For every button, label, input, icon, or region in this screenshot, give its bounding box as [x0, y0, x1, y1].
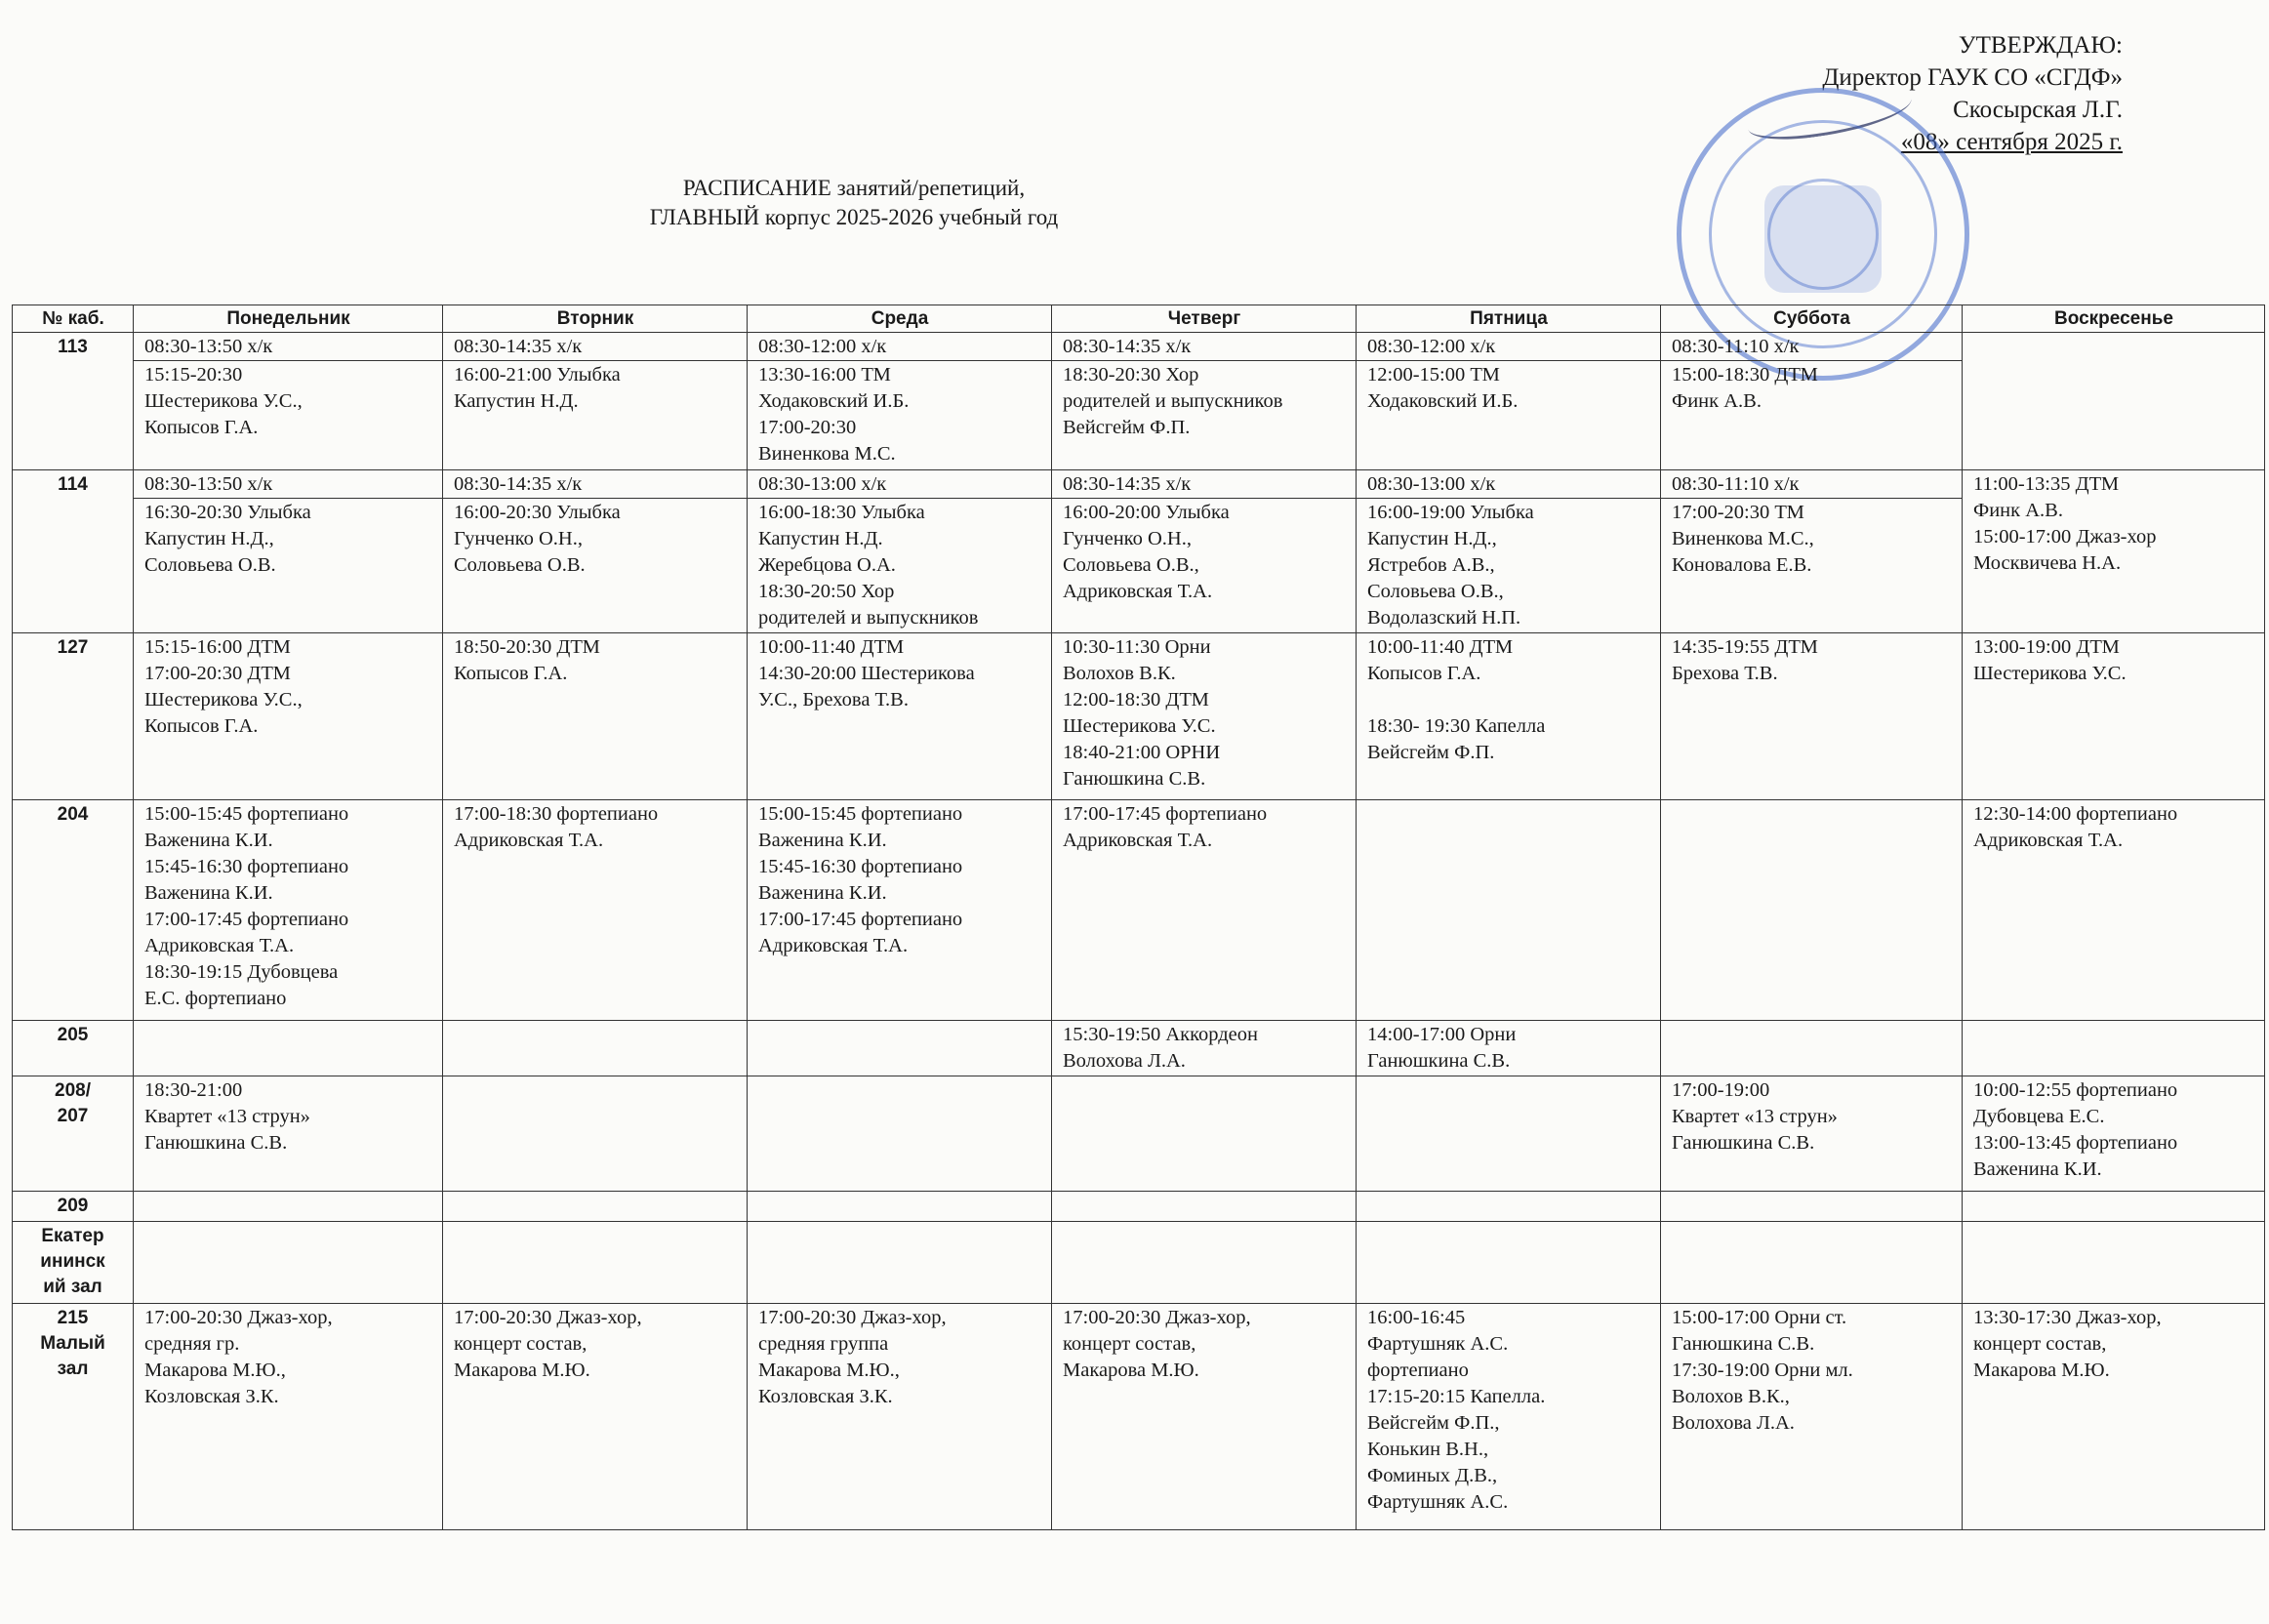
schedule-cell: 08:30-12:00 х/к	[1357, 333, 1661, 361]
schedule-cell: 08:30-11:10 х/к	[1661, 333, 1963, 361]
schedule-cell: 17:00-20:30 Джаз-хор, средняя гр. Макарова М.Ю., Козловская З.К.	[134, 1304, 443, 1530]
table-row	[13, 499, 2265, 633]
schedule-cell	[1052, 1222, 1357, 1304]
schedule-cell	[1661, 1192, 1963, 1222]
header-row	[13, 305, 2265, 333]
schedule-table	[12, 304, 2265, 1530]
schedule-cell: 18:50-20:30 ДТМ Копысов Г.А.	[443, 633, 748, 800]
room-cell: 114	[13, 470, 134, 633]
schedule-cell	[134, 1021, 443, 1076]
seal-emblem-icon	[1764, 185, 1882, 293]
schedule-cell: 16:30-20:30 Улыбка Капустин Н.Д., Соловьева О.В.	[134, 499, 443, 633]
title-line-1: РАСПИСАНИЕ занятий/репетиций,	[682, 176, 1026, 200]
schedule-cell	[1661, 1021, 1963, 1076]
header-tuesday: Вторник	[443, 305, 748, 333]
schedule-cell: 08:30-14:35 х/к	[443, 470, 748, 499]
schedule-cell	[1052, 1076, 1357, 1192]
schedule-cell	[1357, 1222, 1661, 1304]
schedule-cell: 16:00-21:00 Улыбка Капустин Н.Д.	[443, 361, 748, 470]
schedule-cell: 12:00-15:00 ТМ Ходаковский И.Б.	[1357, 361, 1661, 470]
schedule-cell: 18:30-20:30 Хор родителей и выпускников Вейсгейм Ф.П.	[1052, 361, 1357, 470]
schedule-cell	[134, 1222, 443, 1304]
schedule-cell: 08:30-14:35 х/к	[443, 333, 748, 361]
schedule-cell: 16:00-16:45 Фартушняк А.С. фортепиано 17:15-20:15 Капелла. Вейсгейм Ф.П., Конькин В.Н., Фоминых Д.В., Фартушняк А.С.	[1357, 1304, 1661, 1530]
schedule-cell: 17:00-20:30 Джаз-хор, концерт состав, Макарова М.Ю.	[443, 1304, 748, 1530]
header-room: № каб.	[13, 305, 134, 333]
schedule-cell: 17:00-20:30 Джаз-хор, концерт состав, Макарова М.Ю.	[1052, 1304, 1357, 1530]
schedule-cell: 16:00-20:30 Улыбка Гунченко О.Н., Соловьева О.В.	[443, 499, 748, 633]
schedule-cell	[443, 1076, 748, 1192]
schedule-cell	[748, 1021, 1052, 1076]
schedule-cell	[1661, 800, 1963, 1021]
table-row	[13, 800, 2265, 1021]
schedule-cell: 08:30-14:35 х/к	[1052, 470, 1357, 499]
schedule-cell	[1963, 1021, 2265, 1076]
schedule-cell: 18:30-21:00 Квартет «13 струн» Ганюшкина С.В.	[134, 1076, 443, 1192]
schedule-cell: 15:30-19:50 Аккордеон Волохова Л.А.	[1052, 1021, 1357, 1076]
schedule-cell: 15:00-18:30 ДТМ Финк А.В.	[1661, 361, 1963, 470]
approval-date: «08» сентября 2025 г.	[1900, 129, 2123, 155]
title-line-2: ГЛАВНЫЙ корпус 2025-2026 учебный год	[649, 205, 1059, 229]
schedule-cell: 17:00-17:45 фортепиано Адриковская Т.А.	[1052, 800, 1357, 1021]
table-row	[13, 333, 2265, 361]
schedule-cell	[1357, 800, 1661, 1021]
table-row	[13, 1222, 2265, 1304]
schedule-cell	[1357, 1076, 1661, 1192]
schedule-cell: 11:00-13:35 ДТМ Финк А.В. 15:00-17:00 Джаз-хор Москвичева Н.А.	[1963, 470, 2265, 633]
room-cell: 205	[13, 1021, 134, 1076]
schedule-cell	[443, 1222, 748, 1304]
schedule-cell: 08:30-13:50 х/к	[134, 333, 443, 361]
schedule-cell: 17:00-18:30 фортепиано Адриковская Т.А.	[443, 800, 748, 1021]
schedule-cell	[748, 1222, 1052, 1304]
schedule-cell: 08:30-13:50 х/к	[134, 470, 443, 499]
table-row	[13, 1192, 2265, 1222]
approval-position: Директор ГАУК СО «СГДФ»	[1822, 64, 2123, 91]
schedule-cell: 10:00-12:55 фортепиано Дубовцева Е.С. 13:00-13:45 фортепиано Важенина К.И.	[1963, 1076, 2265, 1192]
room-cell: 127	[13, 633, 134, 800]
schedule-cell: 15:15-16:00 ДТМ 17:00-20:30 ДТМ Шестерикова У.С., Копысов Г.А.	[134, 633, 443, 800]
schedule-cell: 13:30-17:30 Джаз-хор, концерт состав, Макарова М.Ю.	[1963, 1304, 2265, 1530]
schedule-cell	[443, 1192, 748, 1222]
room-cell: 113	[13, 333, 134, 470]
schedule-cell: 08:30-13:00 х/к	[1357, 470, 1661, 499]
page-title	[0, 174, 1708, 232]
header-saturday: Суббота	[1661, 305, 1963, 333]
schedule-cell: 08:30-11:10 х/к	[1661, 470, 1963, 499]
schedule-cell: 16:00-18:30 Улыбка Капустин Н.Д. Жеребцова О.А. 18:30-20:50 Хор родителей и выпускников	[748, 499, 1052, 633]
schedule-cell: 13:30-16:00 ТМ Ходаковский И.Б. 17:00-20:30 Виненкова М.С.	[748, 361, 1052, 470]
table-row	[13, 1076, 2265, 1192]
schedule-cell	[1963, 1192, 2265, 1222]
approval-name: Скосырская Л.Г.	[1953, 97, 2123, 123]
schedule-cell	[443, 1021, 748, 1076]
schedule-cell: 10:00-11:40 ДТМ Копысов Г.А. 18:30- 19:30 Капелла Вейсгейм Ф.П.	[1357, 633, 1661, 800]
header-sunday: Воскресенье	[1963, 305, 2265, 333]
schedule-cell: 12:30-14:00 фортепиано Адриковская Т.А.	[1963, 800, 2265, 1021]
schedule-cell	[1052, 1192, 1357, 1222]
schedule-cell: 16:00-20:00 Улыбка Гунченко О.Н., Соловьева О.В., Адриковская Т.А.	[1052, 499, 1357, 633]
schedule-cell: 15:00-15:45 фортепиано Важенина К.И. 15:45-16:30 фортепиано Важенина К.И. 17:00-17:45 фортепиано Адриковская Т.А. 18:30-19:15 Дубовцева Е.С. фортепиано	[134, 800, 443, 1021]
room-cell: 209	[13, 1192, 134, 1222]
schedule-cell: 10:00-11:40 ДТМ 14:30-20:00 Шестерикова У.С., Брехова Т.В.	[748, 633, 1052, 800]
schedule-cell: 13:00-19:00 ДТМ Шестерикова У.С.	[1963, 633, 2265, 800]
schedule-cell: 10:30-11:30 Орни Волохов В.К. 12:00-18:30 ДТМ Шестерикова У.С. 18:40-21:00 ОРНИ Ганюшкина С.В.	[1052, 633, 1357, 800]
header-monday: Понедельник	[134, 305, 443, 333]
schedule-cell: 16:00-19:00 Улыбка Капустин Н.Д., Ястребов А.В., Соловьева О.В., Водолазский Н.П.	[1357, 499, 1661, 633]
schedule-cell	[1963, 1222, 2265, 1304]
schedule-cell	[134, 1192, 443, 1222]
header-wednesday: Среда	[748, 305, 1052, 333]
schedule-cell: 17:00-19:00 Квартет «13 струн» Ганюшкина С.В.	[1661, 1076, 1963, 1192]
table-row	[13, 361, 2265, 470]
table-row	[13, 1021, 2265, 1076]
room-cell: 215 Малый зал	[13, 1304, 134, 1530]
room-cell: Екатер ининск ий зал	[13, 1222, 134, 1304]
schedule-cell	[1963, 333, 2265, 470]
schedule-cell: 08:30-13:00 х/к	[748, 470, 1052, 499]
schedule-cell	[1357, 1192, 1661, 1222]
schedule-cell: 15:15-20:30 Шестерикова У.С., Копысов Г.А.	[134, 361, 443, 470]
schedule-cell: 14:35-19:55 ДТМ Брехова Т.В.	[1661, 633, 1963, 800]
table-row	[13, 633, 2265, 800]
table-row	[13, 470, 2265, 499]
schedule-cell	[748, 1076, 1052, 1192]
header-thursday: Четверг	[1052, 305, 1357, 333]
approval-heading: УТВЕРЖДАЮ:	[1958, 32, 2123, 59]
schedule-cell	[748, 1192, 1052, 1222]
header-friday: Пятница	[1357, 305, 1661, 333]
schedule-cell: 17:00-20:30 Джаз-хор, средняя группа Макарова М.Ю., Козловская З.К.	[748, 1304, 1052, 1530]
schedule-cell: 08:30-14:35 х/к	[1052, 333, 1357, 361]
room-cell: 208/ 207	[13, 1076, 134, 1192]
schedule-cell	[1661, 1222, 1963, 1304]
schedule-cell: 17:00-20:30 ТМ Виненкова М.С., Коновалова Е.В.	[1661, 499, 1963, 633]
schedule-cell: 15:00-17:00 Орни ст. Ганюшкина С.В. 17:30-19:00 Орни мл. Волохов В.К., Волохова Л.А.	[1661, 1304, 1963, 1530]
schedule-cell: 14:00-17:00 Орни Ганюшкина С.В.	[1357, 1021, 1661, 1076]
table-row	[13, 1304, 2265, 1530]
room-cell: 204	[13, 800, 134, 1021]
schedule-cell: 08:30-12:00 х/к	[748, 333, 1052, 361]
schedule-cell: 15:00-15:45 фортепиано Важенина К.И. 15:45-16:30 фортепиано Важенина К.И. 17:00-17:45 фортепиано Адриковская Т.А.	[748, 800, 1052, 1021]
